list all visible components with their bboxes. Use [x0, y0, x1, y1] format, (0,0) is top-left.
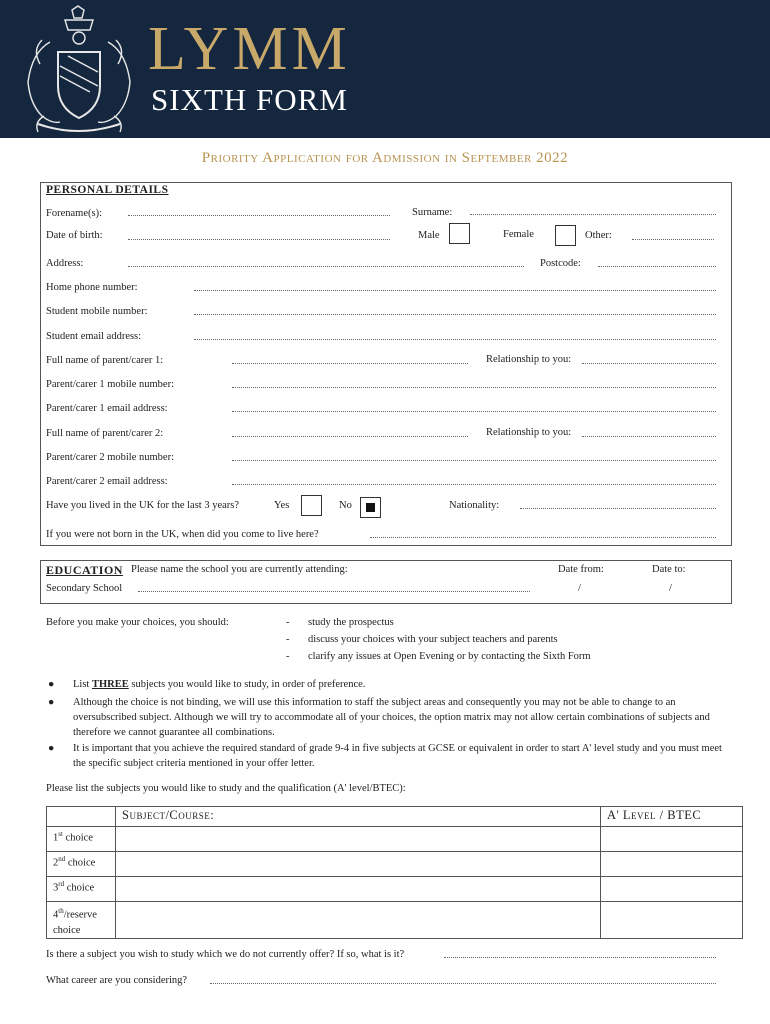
home-phone-label: Home phone number: — [46, 282, 138, 293]
uk-yes-checkbox[interactable] — [301, 495, 322, 516]
form-title: Priority Application for Admission in September 2022 — [201, 150, 569, 166]
parent2-name-field[interactable] — [232, 435, 468, 437]
guidance-item: discuss your choices with your subject teachers and parents — [308, 634, 558, 645]
subject-cell[interactable] — [116, 827, 601, 852]
arrival-date-field[interactable] — [370, 536, 716, 538]
subject-cell[interactable] — [116, 852, 601, 877]
parent1-name-label: Full name of parent/carer 1: — [46, 355, 164, 366]
guidance-intro: Before you make your choices, you should: — [46, 617, 229, 628]
parent1-mobile-label: Parent/carer 1 mobile number: — [46, 379, 174, 390]
guidance-item: clarify any issues at Open Evening or by contacting the Sixth Form — [308, 651, 591, 662]
parent1-name-field[interactable] — [232, 362, 468, 364]
bullet-requirements: It is important that you achieve the required standard of grade 9-4 in five subjects at GCSE or equivalent in order to start A' level study and you must meet the specific subject criteria mentioned in your offer letter. — [73, 743, 722, 769]
female-checkbox[interactable] — [555, 225, 576, 246]
table-row — [47, 902, 743, 939]
parent1-relationship-field[interactable] — [582, 362, 716, 364]
other-label: Other: — [585, 230, 612, 241]
parent1-mobile-field[interactable] — [232, 386, 716, 388]
forename-field[interactable] — [128, 214, 390, 216]
uk-yes-label: Yes — [274, 500, 290, 511]
postcode-field[interactable] — [598, 265, 716, 267]
male-label: Male — [418, 230, 440, 241]
home-phone-field[interactable] — [194, 289, 716, 291]
address-label: Address: — [46, 258, 84, 269]
nationality-label: Nationality: — [449, 500, 500, 511]
other-field[interactable] — [632, 238, 714, 240]
uk-no-checkbox[interactable] — [360, 497, 381, 518]
student-mobile-label: Student mobile number: — [46, 306, 148, 317]
education-heading: EDUCATION — [46, 563, 123, 577]
address-field[interactable] — [128, 265, 524, 267]
level-cell[interactable] — [601, 877, 743, 902]
parent2-email-label: Parent/carer 2 email address: — [46, 476, 168, 487]
secondary-school-label: Secondary School — [46, 583, 123, 594]
choice-label: 1st choice — [47, 827, 116, 852]
forename-label: Forename(s): — [46, 208, 102, 219]
guidance-dash: - — [286, 617, 290, 628]
choice-label: 4th/reserve choice — [47, 902, 116, 939]
student-email-field[interactable] — [194, 338, 716, 340]
student-mobile-field[interactable] — [194, 313, 716, 315]
date-from-label: Date from: — [558, 564, 604, 575]
parent2-mobile-field[interactable] — [232, 459, 716, 461]
secondary-school-field[interactable] — [138, 590, 530, 592]
guidance-item: study the prospectus — [308, 617, 394, 628]
bullet-marker: ● — [48, 743, 55, 754]
parent2-email-field[interactable] — [232, 483, 716, 485]
level-cell[interactable] — [601, 852, 743, 877]
choice-label: 3rd choice — [47, 877, 116, 902]
subject-column-header: Subject/Course: — [116, 807, 601, 827]
table-row — [47, 852, 743, 877]
table-row — [47, 877, 743, 902]
nationality-field[interactable] — [520, 507, 716, 509]
parent1-relationship-label: Relationship to you: — [486, 354, 572, 365]
education-prompt: Please name the school you are currently attending: — [131, 564, 348, 575]
dob-field[interactable] — [128, 238, 390, 240]
parent1-email-field[interactable] — [232, 410, 716, 412]
level-cell[interactable] — [601, 827, 743, 852]
male-checkbox[interactable] — [449, 223, 470, 244]
bullet-list-three: List THREE subjects you would like to study, in order of preference. — [73, 679, 366, 690]
guidance-dash: - — [286, 634, 290, 645]
parent2-name-label: Full name of parent/carer 2: — [46, 428, 164, 439]
bullet-marker: ● — [48, 697, 55, 708]
uk-residency-question: Have you lived in the UK for the last 3 years? — [46, 500, 240, 511]
career-question: What career are you considering? — [46, 975, 188, 986]
surname-label: Surname: — [412, 207, 453, 218]
career-field[interactable] — [210, 982, 716, 984]
subject-cell[interactable] — [116, 902, 601, 939]
brand-name: LYMM — [148, 15, 351, 83]
date-from-slash[interactable]: / — [578, 583, 581, 594]
surname-field[interactable] — [470, 213, 716, 215]
header-banner — [0, 0, 770, 138]
parent2-mobile-label: Parent/carer 2 mobile number: — [46, 452, 174, 463]
student-email-label: Student email address: — [46, 331, 142, 342]
school-crest-logo — [20, 4, 138, 136]
bullet-not-binding: Although the choice is not binding, we will use this information to staff the subject areas and consequently you may not be able to change to an oversubscribed subject. Although we will try to accommodate all of your choices, the option matrix may not allow certain combinations of subjects and therefore we cannot guarantee all combinations. — [73, 697, 710, 738]
arrival-question: If you were not born in the UK, when did you come to live here? — [46, 529, 319, 540]
dob-label: Date of birth: — [46, 230, 103, 241]
subjects-table — [46, 806, 743, 939]
table-row — [47, 827, 743, 852]
level-column-header: A' Level / BTEC — [601, 807, 743, 827]
brand-subtitle: SIXTH FORM — [151, 82, 348, 117]
unoffered-subject-question: Is there a subject you wish to study which we do not currently offer? If so, what is it? — [46, 949, 405, 960]
subject-cell[interactable] — [116, 877, 601, 902]
three-emphasis: THREE — [91, 679, 129, 690]
uk-no-label: No — [339, 500, 352, 511]
choice-label: 2nd choice — [47, 852, 116, 877]
date-to-label: Date to: — [652, 564, 686, 575]
date-to-slash[interactable]: / — [669, 583, 672, 594]
parent1-email-label: Parent/carer 1 email address: — [46, 403, 168, 414]
female-label: Female — [503, 229, 534, 240]
guidance-dash: - — [286, 651, 290, 662]
bullet-marker: ● — [48, 679, 55, 690]
subjects-intro: Please list the subjects you would like to study and the qualification (A' level/BTEC): — [46, 783, 406, 794]
parent2-relationship-field[interactable] — [582, 435, 716, 437]
level-cell[interactable] — [601, 902, 743, 939]
postcode-label: Postcode: — [540, 258, 581, 269]
unoffered-subject-field[interactable] — [444, 956, 716, 958]
parent2-relationship-label: Relationship to you: — [486, 427, 572, 438]
personal-details-heading: PERSONAL DETAILS — [46, 184, 169, 196]
